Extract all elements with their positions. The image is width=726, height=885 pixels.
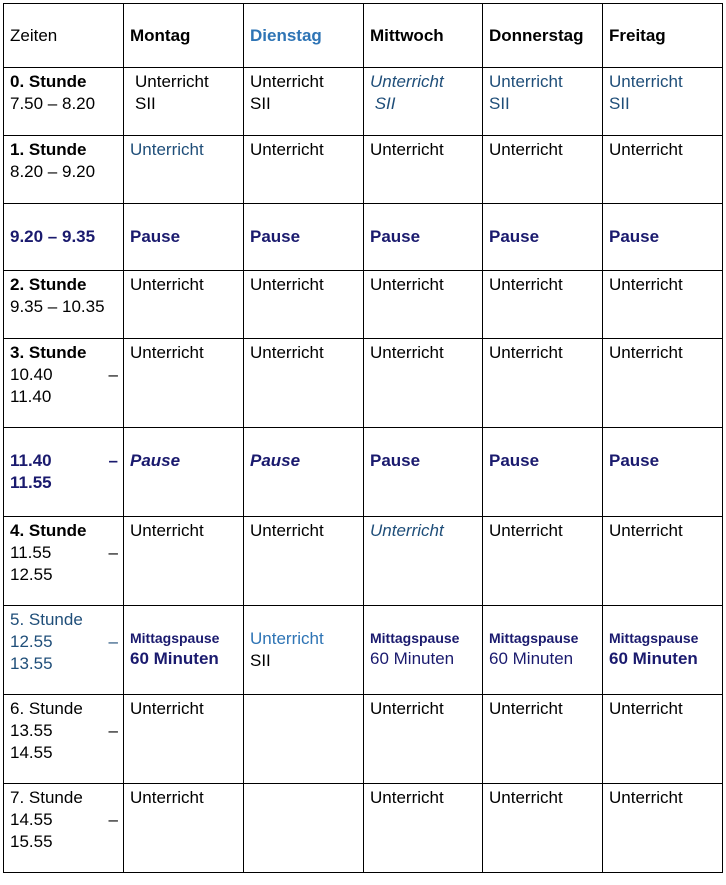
time-cell	[4, 517, 124, 606]
cell-wed: Pause	[364, 428, 483, 517]
row-period-5	[4, 606, 723, 695]
cell-wed: Unterricht	[364, 271, 483, 339]
cell-mon: Unterricht	[124, 784, 244, 873]
cell-thu: Pause	[483, 428, 603, 517]
row-period-7	[4, 784, 723, 873]
cell-mon: Unterricht	[124, 517, 244, 606]
period-end: 11.40	[10, 387, 52, 406]
cell-wed: Unterricht	[364, 517, 483, 606]
cell-text: Unterricht	[135, 72, 209, 91]
cell-mon: Unterricht	[124, 271, 244, 339]
header-times: Zeiten	[4, 4, 124, 68]
cell-text: Mittagspause	[370, 630, 460, 646]
row-period-2	[4, 271, 723, 339]
cell-subtext: SII	[609, 94, 630, 113]
cell-fri: Unterricht	[603, 784, 723, 873]
cell-tue: Unterricht	[244, 517, 364, 606]
period-start: 11.55	[10, 543, 52, 562]
time-cell	[4, 606, 124, 695]
cell-fri: Pause	[603, 204, 723, 271]
period-start: 12.55	[10, 632, 53, 651]
cell-subtext: 60 Minuten	[609, 649, 698, 668]
cell-thu: Unterricht	[483, 517, 603, 606]
period-label: 5. Stunde	[10, 610, 83, 629]
cell-subtext: SII	[489, 94, 510, 113]
dash: –	[108, 543, 118, 562]
period-end: 14.55	[10, 743, 53, 762]
cell-wed: Pause	[364, 204, 483, 271]
cell-wed	[364, 606, 483, 695]
cell-thu: Unterricht	[483, 339, 603, 428]
cell-text: Mittagspause	[130, 630, 220, 646]
cell-tue: Unterricht	[244, 136, 364, 204]
cell-thu	[483, 68, 603, 136]
cell-fri: Unterricht	[603, 271, 723, 339]
period-time: 8.20 – 9.20	[10, 162, 96, 181]
period-label: 0. Stunde	[10, 72, 87, 91]
cell-wed: Unterricht	[364, 136, 483, 204]
cell-fri: Unterricht	[603, 695, 723, 784]
cell-wed: Unterricht	[364, 784, 483, 873]
cell-fri: Unterricht	[603, 339, 723, 428]
cell-mon	[124, 68, 244, 136]
dash: –	[108, 721, 118, 740]
period-label: 4. Stunde	[10, 521, 87, 540]
period-end: 12.55	[10, 565, 53, 584]
break-start: 11.40	[10, 451, 52, 470]
cell-thu: Pause	[483, 204, 603, 271]
period-label: 3. Stunde	[10, 343, 87, 362]
break-time	[4, 428, 124, 517]
period-label: 1. Stunde	[10, 140, 87, 159]
row-break-1	[4, 204, 723, 271]
cell-mon: Unterricht	[124, 695, 244, 784]
cell-fri	[603, 606, 723, 695]
cell-mon: Pause	[124, 204, 244, 271]
cell-wed: Unterricht	[364, 339, 483, 428]
cell-thu: Unterricht	[483, 271, 603, 339]
cell-tue	[244, 695, 364, 784]
cell-subtext: SII	[135, 94, 156, 113]
cell-tue	[244, 784, 364, 873]
cell-thu	[483, 606, 603, 695]
break-time: 9.20 – 9.35	[4, 204, 124, 271]
header-monday: Montag	[124, 4, 244, 68]
cell-text: Mittagspause	[609, 630, 699, 646]
cell-text: Mittagspause	[489, 630, 579, 646]
row-period-1	[4, 136, 723, 204]
row-break-2	[4, 428, 723, 517]
cell-fri: Pause	[603, 428, 723, 517]
period-start: 13.55	[10, 721, 53, 740]
time-cell	[4, 68, 124, 136]
cell-tue	[244, 68, 364, 136]
cell-text: Unterricht	[250, 629, 324, 648]
period-label: 7. Stunde	[10, 788, 83, 807]
cell-subtext: 60 Minuten	[370, 649, 455, 668]
row-period-6	[4, 695, 723, 784]
dash: –	[108, 365, 118, 384]
cell-text: Unterricht	[370, 72, 444, 91]
header-thursday: Donnerstag	[483, 4, 603, 68]
cell-mon: Unterricht	[124, 339, 244, 428]
dash: –	[108, 632, 118, 651]
cell-fri: Unterricht	[603, 517, 723, 606]
cell-thu: Unterricht	[483, 136, 603, 204]
period-start: 10.40	[10, 365, 53, 384]
cell-tue: Unterricht	[244, 271, 364, 339]
cell-subtext: 60 Minuten	[130, 649, 219, 668]
row-period-4	[4, 517, 723, 606]
period-start: 14.55	[10, 810, 53, 829]
time-cell	[4, 271, 124, 339]
cell-tue: Unterricht	[244, 339, 364, 428]
row-period-0	[4, 68, 723, 136]
timetable	[3, 3, 723, 873]
time-cell	[4, 784, 124, 873]
period-time: 7.50 – 8.20	[10, 94, 96, 113]
cell-wed	[364, 68, 483, 136]
dash: –	[108, 451, 118, 470]
period-label: 2. Stunde	[10, 275, 87, 294]
cell-mon: Unterricht	[124, 136, 244, 204]
cell-text: Unterricht	[250, 72, 324, 91]
header-row	[4, 4, 723, 68]
cell-subtext: SII	[370, 94, 396, 113]
cell-thu: Unterricht	[483, 784, 603, 873]
cell-tue: Pause	[244, 428, 364, 517]
period-time: 9.35 – 10.35	[10, 297, 105, 316]
cell-mon: Pause	[124, 428, 244, 517]
time-cell	[4, 695, 124, 784]
row-period-3	[4, 339, 723, 428]
cell-subtext: SII	[250, 651, 271, 670]
period-label: 6. Stunde	[10, 699, 83, 718]
header-tuesday: Dienstag	[244, 4, 364, 68]
cell-subtext: 60 Minuten	[489, 649, 574, 668]
dash: –	[108, 810, 118, 829]
period-end: 15.55	[10, 832, 53, 851]
header-friday: Freitag	[603, 4, 723, 68]
time-cell	[4, 339, 124, 428]
cell-text: Unterricht	[489, 72, 563, 91]
cell-wed: Unterricht	[364, 695, 483, 784]
cell-mon	[124, 606, 244, 695]
cell-tue: Pause	[244, 204, 364, 271]
cell-tue	[244, 606, 364, 695]
period-end: 13.55	[10, 654, 53, 673]
time-cell	[4, 136, 124, 204]
break-end: 11.55	[10, 473, 52, 492]
cell-fri	[603, 68, 723, 136]
header-wednesday: Mittwoch	[364, 4, 483, 68]
cell-thu: Unterricht	[483, 695, 603, 784]
cell-text: Unterricht	[609, 72, 683, 91]
cell-subtext: SII	[250, 94, 271, 113]
cell-fri: Unterricht	[603, 136, 723, 204]
